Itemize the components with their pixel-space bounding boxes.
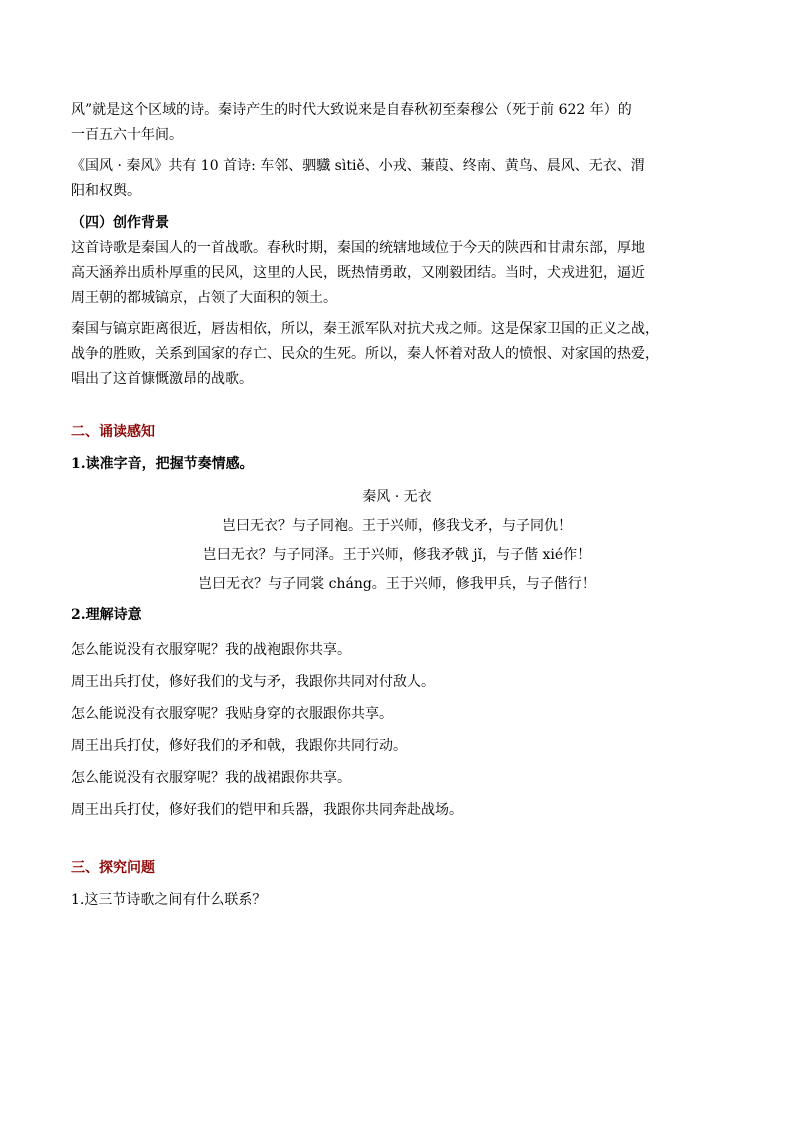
intro-line: 阳和权舆。 [71,183,141,199]
question-item: 1.这三节诗歌之间有什么联系？ [71,892,267,908]
translation-line: 怎么能说没有衣服穿呢？我的战袍跟你共享。 [71,642,351,658]
section-heading-reading: 二、诵读感知 [71,424,155,440]
translation-line: 怎么能说没有衣服穿呢？我的战裙跟你共享。 [71,770,351,786]
poem-line: 岂曰无衣？与子同袍。王于兴师，修我戈矛，与子同仇！ [222,518,572,534]
translation-line: 周王出兵打仗，修好我们的戈与矛，我跟你共同对付敌人。 [71,674,435,690]
background-paragraph-line: 唱出了这首慷慨激昂的战歌。 [71,371,253,387]
intro-line: 风”就是这个区域的诗。秦诗产生的时代大致说来是自春秋初至秦穆公（死于前 622 年）的 [71,102,632,118]
translation-line: 周王出兵打仗，修好我们的矛和戟，我跟你共同行动。 [71,738,407,754]
translation-line: 怎么能说没有衣服穿呢？我贴身穿的衣服跟你共享。 [71,706,393,722]
subheading-meaning: 2.理解诗意 [71,607,142,623]
poem-title: 秦风 · 无衣 [362,489,432,505]
subheading-pronunciation: 1.读准字音，把握节奏情感。 [71,456,254,472]
background-paragraph-line: 这首诗歌是秦国人的一首战歌。春秋时期，秦国的统辖地域位于今天的陕西和甘肃东部，厚地 [71,240,645,256]
document-page [71,98,723,913]
background-paragraph-line: 高天涵养出质朴厚重的民风，这里的人民，既热情勇敢，又刚毅团结。当时，犬戎进犯，逼近 [71,265,645,281]
section-heading-questions: 三、探究问题 [71,860,155,876]
poem-line: 岂曰无衣？与子同泽。王于兴师，修我矛戟 jǐ，与子偕 xié作！ [202,547,592,563]
background-heading: （四）创作背景 [71,215,169,231]
background-paragraph-line: 周王朝的都城镐京，占领了大面积的领土。 [71,290,337,306]
background-paragraph-line: 秦国与镐京距离很近，唇齿相依，所以，秦王派军队对抗犬戎之师。这是保家卫国的正义之战， [71,321,659,337]
intro-line: 一百五六十年间。 [71,127,183,143]
background-paragraph-line: 战争的胜败，关系到国家的存亡、民众的生死。所以，秦人怀着对敌人的愤恨、对家国的热爱， [71,346,659,362]
translation-block [71,634,723,826]
intro-line: 《国风 · 秦风》共有 10 首诗: 车邻、驷驖 sìtiě、小戎、蒹葭、终南、黄鸟、晨风、无衣、渭 [71,158,645,174]
poem-block [71,483,723,599]
translation-line: 周王出兵打仗，修好我们的铠甲和兵器，我跟你共同奔赴战场。 [71,802,463,818]
poem-line: 岂曰无衣？与子同裳 cháng。王于兴师，修我甲兵，与子偕行！ [198,576,596,592]
